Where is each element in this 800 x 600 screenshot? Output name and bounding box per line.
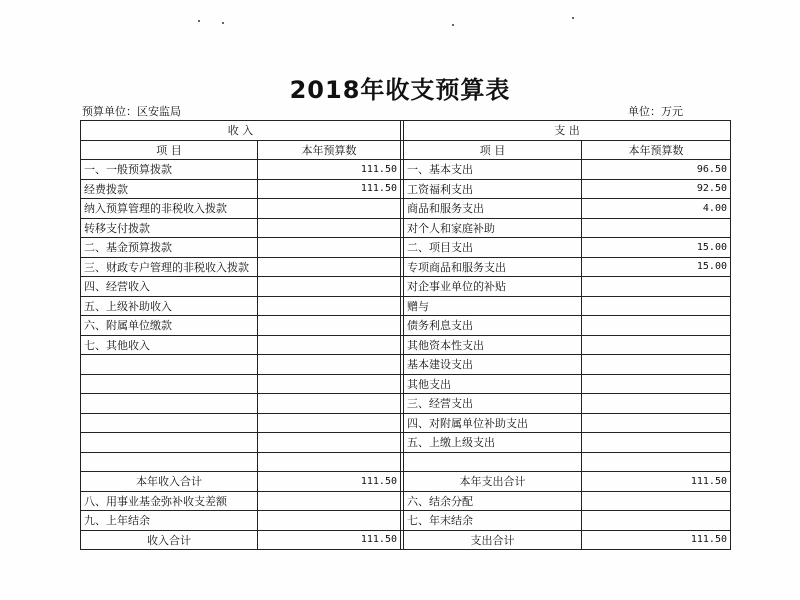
income-amount-cell — [258, 433, 401, 453]
expense-item-cell: 其他支出 — [404, 374, 582, 394]
budget-unit-label: 预算单位：区安监局 — [82, 105, 181, 118]
expense-item-cell: 五、上缴上级支出 — [404, 433, 582, 453]
expense-amount-cell — [582, 511, 731, 531]
expense-item-cell: 赠与 — [404, 296, 582, 316]
scan-speck — [198, 20, 200, 22]
income-amount-cell — [258, 257, 401, 277]
table-row — [81, 355, 731, 375]
expense-amount-cell — [582, 277, 731, 297]
income-amount-cell — [258, 296, 401, 316]
page-title: 2018年收支预算表 — [289, 76, 511, 104]
income-amount-cell — [258, 355, 401, 375]
income-amount-header: 本年预算数 — [258, 140, 401, 160]
expense-amount-cell: 111.50 — [582, 530, 731, 550]
income-section-header: 收 入 — [81, 121, 401, 141]
income-amount-cell — [258, 218, 401, 238]
income-item-cell — [81, 394, 258, 414]
table-row — [81, 472, 731, 492]
income-amount-cell: 111.50 — [258, 472, 401, 492]
table-row — [81, 257, 731, 277]
income-amount-cell — [258, 413, 401, 433]
income-item-cell: 二、基金预算拨款 — [81, 238, 258, 258]
expense-item-cell: 对个人和家庭补助 — [404, 218, 582, 238]
income-amount-cell: 111.50 — [258, 160, 401, 180]
income-item-cell: 三、财政专户管理的非税收入拨款 — [81, 257, 258, 277]
table-row — [81, 179, 731, 199]
income-item-cell: 经费拨款 — [81, 179, 258, 199]
expense-item-cell: 三、经营支出 — [404, 394, 582, 414]
expense-item-cell: 其他资本性支出 — [404, 335, 582, 355]
budget-table — [80, 120, 731, 550]
expense-amount-cell: 111.50 — [582, 472, 731, 492]
expense-item-cell: 商品和服务支出 — [404, 199, 582, 219]
currency-unit-label: 单位：万元 — [628, 105, 683, 118]
table-section-header-row — [81, 121, 731, 141]
income-item-cell — [81, 452, 258, 472]
expense-item-cell: 本年支出合计 — [404, 472, 582, 492]
income-amount-cell — [258, 394, 401, 414]
income-item-cell: 四、经营收入 — [81, 277, 258, 297]
income-amount-cell — [258, 277, 401, 297]
income-item-cell: 六、附属单位缴款 — [81, 316, 258, 336]
table-row — [81, 316, 731, 336]
income-item-cell: 一、一般预算拨款 — [81, 160, 258, 180]
table-row — [81, 433, 731, 453]
income-amount-cell — [258, 335, 401, 355]
table-row — [81, 277, 731, 297]
income-item-cell — [81, 413, 258, 433]
expense-item-header: 项 目 — [404, 140, 582, 160]
expense-amount-cell — [582, 374, 731, 394]
table-row — [81, 199, 731, 219]
expense-amount-cell: 15.00 — [582, 257, 731, 277]
table-row — [81, 296, 731, 316]
scan-speck — [222, 22, 224, 24]
table-row — [81, 413, 731, 433]
expense-item-cell: 七、年末结余 — [404, 511, 582, 531]
income-amount-cell: 111.50 — [258, 530, 401, 550]
table-column-header-row — [81, 140, 731, 160]
table-row — [81, 335, 731, 355]
income-item-header: 项 目 — [81, 140, 258, 160]
income-item-cell: 七、其他收入 — [81, 335, 258, 355]
expense-amount-cell: 92.50 — [582, 179, 731, 199]
table-row — [81, 511, 731, 531]
income-amount-cell — [258, 374, 401, 394]
income-item-cell: 转移支付拨款 — [81, 218, 258, 238]
expense-item-cell: 对企事业单位的补贴 — [404, 277, 582, 297]
income-item-cell: 八、用事业基金弥补收支差额 — [81, 491, 258, 511]
table-row — [81, 530, 731, 550]
table-row — [81, 374, 731, 394]
expense-amount-cell — [582, 316, 731, 336]
expense-item-cell: 二、项目支出 — [404, 238, 582, 258]
table-row — [81, 394, 731, 414]
expense-amount-cell — [582, 296, 731, 316]
expense-item-cell — [404, 452, 582, 472]
expense-amount-cell — [582, 335, 731, 355]
expense-amount-cell: 96.50 — [582, 160, 731, 180]
expense-item-cell: 一、基本支出 — [404, 160, 582, 180]
income-amount-cell — [258, 511, 401, 531]
expense-item-cell: 四、对附属单位补助支出 — [404, 413, 582, 433]
expense-amount-cell — [582, 413, 731, 433]
expense-section-header: 支 出 — [404, 121, 731, 141]
expense-amount-cell — [582, 355, 731, 375]
income-item-cell: 九、上年结余 — [81, 511, 258, 531]
expense-amount-cell — [582, 433, 731, 453]
expense-item-cell: 支出合计 — [404, 530, 582, 550]
expense-item-cell: 工资福利支出 — [404, 179, 582, 199]
expense-item-cell: 六、结余分配 — [404, 491, 582, 511]
income-item-cell: 本年收入合计 — [81, 472, 258, 492]
income-amount-cell — [258, 452, 401, 472]
income-amount-cell: 111.50 — [258, 179, 401, 199]
table-row — [81, 452, 731, 472]
income-amount-cell — [258, 199, 401, 219]
income-item-cell — [81, 374, 258, 394]
expense-amount-cell — [582, 491, 731, 511]
income-amount-cell — [258, 316, 401, 336]
expense-item-cell: 债务利息支出 — [404, 316, 582, 336]
scan-speck — [572, 17, 574, 19]
scan-speck — [452, 24, 454, 26]
table-row — [81, 238, 731, 258]
income-amount-cell — [258, 491, 401, 511]
expense-amount-cell: 15.00 — [582, 238, 731, 258]
income-item-cell: 收入合计 — [81, 530, 258, 550]
income-item-cell — [81, 355, 258, 375]
expense-amount-cell — [582, 218, 731, 238]
income-amount-cell — [258, 238, 401, 258]
table-row — [81, 218, 731, 238]
table-row — [81, 491, 731, 511]
expense-amount-cell — [582, 452, 731, 472]
expense-amount-cell: 4.00 — [582, 199, 731, 219]
expense-amount-header: 本年预算数 — [582, 140, 731, 160]
income-item-cell: 五、上级补助收入 — [81, 296, 258, 316]
table-row — [81, 160, 731, 180]
expense-amount-cell — [582, 394, 731, 414]
income-item-cell: 纳入预算管理的非税收入拨款 — [81, 199, 258, 219]
expense-item-cell: 基本建设支出 — [404, 355, 582, 375]
expense-item-cell: 专项商品和服务支出 — [404, 257, 582, 277]
income-item-cell — [81, 433, 258, 453]
